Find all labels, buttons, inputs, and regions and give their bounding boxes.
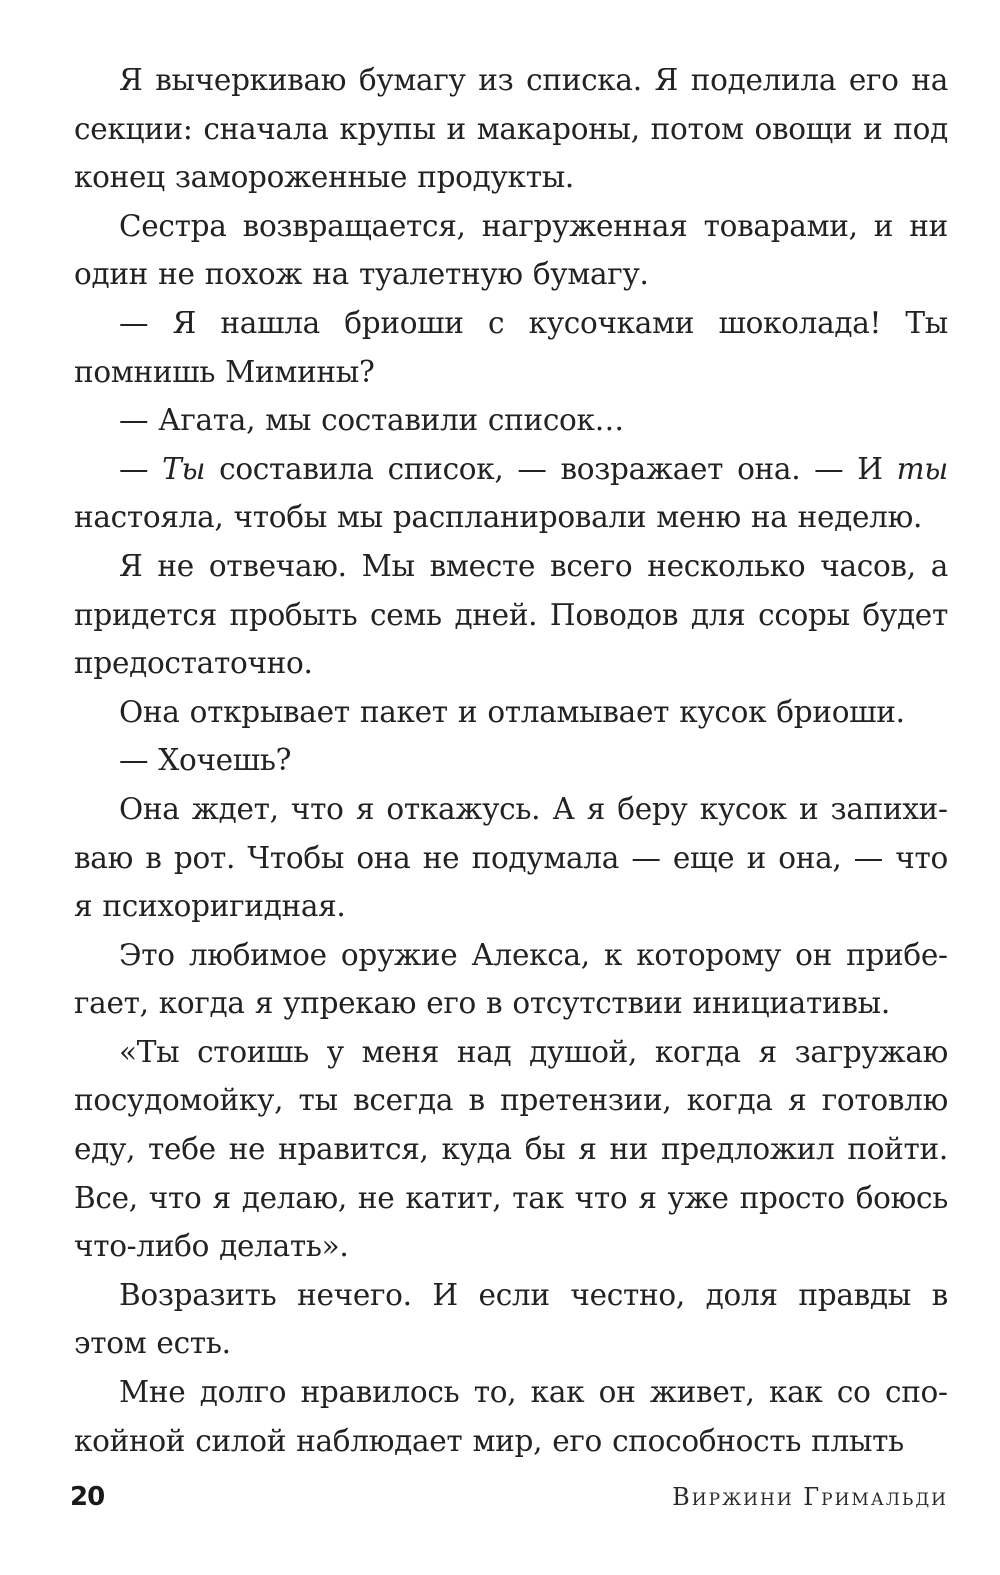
paragraph [74,542,948,688]
paragraph [74,1368,948,1465]
paragraph-text: Я не отвечаю. Мы вместе всего несколько часов, а придется пробыть семь дней. Поводов для ссоры будет предостаточно. [74,548,948,681]
running-head-author: Виржини Гримальди [672,1483,948,1511]
paragraph-text: Возразить нечего. И если честно, доля правды в этом есть. [74,1277,948,1361]
paragraph [74,931,948,1028]
paragraph [74,56,948,202]
paragraph [74,299,948,396]
paragraph-text: Она открывает пакет и отламывает кусок бриоши. [119,694,905,729]
paragraph-text: Я вычеркиваю бумагу из списка. Я поделила его на секции: сначала крупы и макароны, потом овощи и под конец замороженные продукты. [74,63,948,195]
paragraph [74,445,948,542]
body-text [74,56,948,1465]
paragraph-text: — Агата, мы составили список… [119,403,624,438]
paragraph [74,1271,948,1368]
paragraph [74,688,948,737]
paragraph-text: Сестра возвращается, нагруженная товарами, и ни один не похож на туалетную бумагу. [74,208,948,292]
book-page [74,56,948,1465]
paragraph-text: Мне долго нравилось то, как он живет, как со спокойной силой наблюдает мир, его способность плыть [74,1375,948,1458]
paragraph-text: — Хочешь? [119,743,292,778]
paragraph [74,736,948,785]
paragraph-text: настояла, чтобы мы распланировали меню на неделю. [74,500,923,535]
paragraph [74,785,948,931]
paragraph [74,202,948,299]
paragraph-text: — [119,451,163,486]
paragraph-text: Это любимое оружие Алекса, к которому он прибегает, когда я упрекаю его в отсутствии инициативы. [74,937,948,1021]
paragraph-text: Она ждет, что я откажусь. А я беру кусок и запихиваю в рот. Чтобы она не подумала — еще и она, — что я психоригидная. [74,791,948,924]
page-footer [70,1477,948,1517]
italic-text: ты [896,451,948,486]
page-number: 20 [70,1482,105,1512]
paragraph-text: — Я нашла бриоши с кусочками шоколада! Ты помнишь Мимины? [74,305,948,389]
paragraph [74,1028,948,1271]
italic-text: Ты [162,451,206,486]
paragraph [74,396,948,445]
paragraph-text: «Ты стоишь у меня над душой, когда я загружаю посудомойку, ты всегда в претензии, когда я готовлю еду, тебе не нравится, куда бы я ни предложил пойти. Все, что я делаю, не катит, так что я уже просто боюсь что-либо делать». [74,1034,948,1264]
paragraph-text: составила список, — возражает она. — И [205,451,897,486]
